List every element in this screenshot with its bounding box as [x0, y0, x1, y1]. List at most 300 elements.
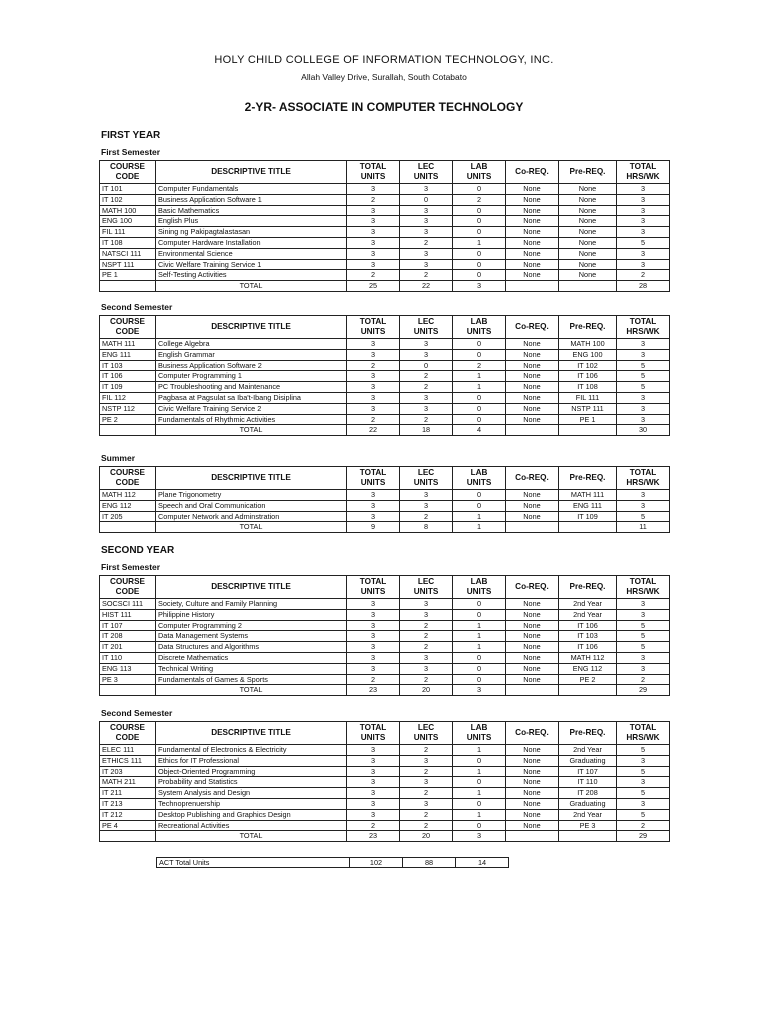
lec-units: 2: [400, 270, 453, 281]
lec-units: 2: [400, 820, 453, 831]
header-lab-units: LAB UNITS: [453, 576, 506, 599]
course-code: PE 4: [100, 820, 156, 831]
course-code: NSPT 111: [100, 259, 156, 270]
course-row: [100, 663, 670, 674]
prereq: PE 3: [559, 820, 617, 831]
prereq: None: [559, 248, 617, 259]
header-prereq: Pre-REQ.: [559, 722, 617, 745]
course-code: MATH 111: [100, 339, 156, 350]
year-heading-second: SECOND YEAR: [101, 545, 175, 556]
prereq: IT 110: [559, 777, 617, 788]
grand-total-units: 102: [350, 858, 403, 868]
hrs-per-week: 3: [617, 777, 670, 788]
coreq: None: [506, 382, 559, 393]
prereq: IT 103: [559, 631, 617, 642]
header-lab-units: LAB UNITS: [453, 722, 506, 745]
total-units: 3: [347, 620, 400, 631]
header-total-units: TOTAL UNITS: [347, 576, 400, 599]
coreq: None: [506, 788, 559, 799]
coreq: None: [506, 631, 559, 642]
coreq: None: [506, 194, 559, 205]
course-code: ENG 100: [100, 216, 156, 227]
hrs-per-week: 5: [617, 745, 670, 756]
course-row: [100, 511, 670, 522]
course-code: IT 211: [100, 788, 156, 799]
lec-units: 3: [400, 500, 453, 511]
lec-units: 3: [400, 227, 453, 238]
hrs-per-week: 3: [617, 490, 670, 501]
hrs-per-week: 3: [617, 798, 670, 809]
coreq: None: [506, 490, 559, 501]
prereq: FIL 111: [559, 392, 617, 403]
hrs-per-week: 3: [617, 205, 670, 216]
course-row: [100, 227, 670, 238]
coreq: None: [506, 339, 559, 350]
course-row: [100, 809, 670, 820]
coreq: None: [506, 599, 559, 610]
grand-total-lec: 88: [403, 858, 456, 868]
coreq: None: [506, 674, 559, 685]
table-header-row: [100, 161, 670, 184]
course-row: [100, 609, 670, 620]
lab-units: 1: [453, 788, 506, 799]
prereq: None: [559, 216, 617, 227]
lec-units: 2: [400, 237, 453, 248]
course-code: SOCSCI 111: [100, 599, 156, 610]
lab-units: 0: [453, 490, 506, 501]
prereq: IT 107: [559, 766, 617, 777]
total-units: 3: [347, 631, 400, 642]
course-row: [100, 620, 670, 631]
coreq: None: [506, 259, 559, 270]
course-row: [100, 490, 670, 501]
course-code: MATH 211: [100, 777, 156, 788]
prereq: IT 102: [559, 360, 617, 371]
course-code: ENG 111: [100, 349, 156, 360]
hrs-per-week: 5: [617, 371, 670, 382]
lab-units: 0: [453, 259, 506, 270]
header-total-hrs: TOTAL HRS/WK: [617, 316, 670, 339]
course-code: IT 106: [100, 371, 156, 382]
coreq: None: [506, 205, 559, 216]
course-title: Fundamental of Electronics & Electricity: [156, 745, 347, 756]
hrs-per-week: 5: [617, 642, 670, 653]
header-total-hrs: TOTAL HRS/WK: [617, 722, 670, 745]
lec-units: 2: [400, 620, 453, 631]
header-lec-units: LEC UNITS: [400, 722, 453, 745]
course-code: NATSCI 111: [100, 248, 156, 259]
hrs-per-week: 5: [617, 382, 670, 393]
coreq: None: [506, 227, 559, 238]
lab-units: 0: [453, 184, 506, 195]
semester-heading: Summer: [101, 453, 136, 463]
lec-units: 3: [400, 403, 453, 414]
total-coreq: [506, 425, 559, 436]
total-hrs: 30: [617, 425, 670, 436]
header-course-code: COURSE CODE: [100, 161, 156, 184]
lec-units: 2: [400, 788, 453, 799]
header-coreq: Co-REQ.: [506, 467, 559, 490]
prereq: None: [559, 270, 617, 281]
total-row: [100, 281, 670, 292]
lec-units: 2: [400, 631, 453, 642]
header-descriptive-title: DESCRIPTIVE TITLE: [156, 161, 347, 184]
lab-units: 0: [453, 403, 506, 414]
course-row: [100, 414, 670, 425]
prereq: IT 106: [559, 642, 617, 653]
header-total-hrs: TOTAL HRS/WK: [617, 576, 670, 599]
total-blank: [100, 522, 156, 533]
lab-units: 0: [453, 674, 506, 685]
total-hrs: 29: [617, 685, 670, 696]
course-title: Ethics for IT Professional: [156, 755, 347, 766]
prereq: MATH 100: [559, 339, 617, 350]
header-prereq: Pre-REQ.: [559, 316, 617, 339]
hrs-per-week: 3: [617, 403, 670, 414]
course-title: Business Application Software 1: [156, 194, 347, 205]
lab-units: 2: [453, 194, 506, 205]
course-row: [100, 745, 670, 756]
hrs-per-week: 3: [617, 500, 670, 511]
table-header-row: [100, 576, 670, 599]
total-prereq: [559, 425, 617, 436]
total-units: 3: [347, 788, 400, 799]
course-code: IT 213: [100, 798, 156, 809]
hrs-per-week: 2: [617, 820, 670, 831]
lec-units: 3: [400, 259, 453, 270]
total-units: 3: [347, 777, 400, 788]
total-row: [100, 685, 670, 696]
prereq: IT 106: [559, 620, 617, 631]
lec-units: 3: [400, 392, 453, 403]
total-coreq: [506, 281, 559, 292]
lec-units: 3: [400, 216, 453, 227]
total-coreq: [506, 831, 559, 842]
hrs-per-week: 3: [617, 349, 670, 360]
lab-units: 0: [453, 414, 506, 425]
course-title: Object-Oriented Programming: [156, 766, 347, 777]
header-descriptive-title: DESCRIPTIVE TITLE: [156, 722, 347, 745]
hrs-per-week: 5: [617, 631, 670, 642]
header-coreq: Co-REQ.: [506, 161, 559, 184]
coreq: None: [506, 500, 559, 511]
total-row: [100, 831, 670, 842]
hrs-per-week: 5: [617, 237, 670, 248]
course-row: [100, 642, 670, 653]
course-row: [100, 184, 670, 195]
grand-total-table: [156, 857, 509, 868]
total-label: TOTAL: [156, 685, 347, 696]
total-prereq: [559, 281, 617, 292]
coreq: None: [506, 609, 559, 620]
course-title: Self-Testing Activities: [156, 270, 347, 281]
course-code: MATH 112: [100, 490, 156, 501]
hrs-per-week: 2: [617, 674, 670, 685]
lec-units: 3: [400, 777, 453, 788]
coreq: None: [506, 371, 559, 382]
course-row: [100, 820, 670, 831]
coreq: None: [506, 184, 559, 195]
prereq: 2nd Year: [559, 599, 617, 610]
header-course-code: COURSE CODE: [100, 316, 156, 339]
prereq: PE 2: [559, 674, 617, 685]
prereq: MATH 112: [559, 652, 617, 663]
course-title: Pagbasa at Pagsulat sa Iba't-Ibang Disiplina: [156, 392, 347, 403]
course-row: [100, 798, 670, 809]
course-row: [100, 237, 670, 248]
header-lec-units: LEC UNITS: [400, 576, 453, 599]
lec-units: 2: [400, 511, 453, 522]
total-coreq: [506, 522, 559, 533]
course-code: HIST 111: [100, 609, 156, 620]
course-row: [100, 631, 670, 642]
course-row: [100, 599, 670, 610]
course-title: Fundamentals of Rhythmic Activities: [156, 414, 347, 425]
course-title: Environmental Science: [156, 248, 347, 259]
coreq: None: [506, 620, 559, 631]
header-coreq: Co-REQ.: [506, 722, 559, 745]
course-code: PE 3: [100, 674, 156, 685]
table-header-row: [100, 467, 670, 490]
lab-units: 1: [453, 620, 506, 631]
hrs-per-week: 3: [617, 652, 670, 663]
program-title: 2-YR- ASSOCIATE IN COMPUTER TECHNOLOGY: [244, 100, 524, 114]
prereq: None: [559, 259, 617, 270]
header-total-hrs: TOTAL HRS/WK: [617, 467, 670, 490]
total-lab: 1: [453, 522, 506, 533]
lec-units: 3: [400, 609, 453, 620]
lec-units: 3: [400, 184, 453, 195]
lec-units: 3: [400, 248, 453, 259]
course-row: [100, 788, 670, 799]
course-title: PC Troubleshooting and Maintenance: [156, 382, 347, 393]
lec-units: 0: [400, 194, 453, 205]
total-lec: 20: [400, 685, 453, 696]
total-units: 3: [347, 490, 400, 501]
course-code: ENG 113: [100, 663, 156, 674]
course-code: NSTP 112: [100, 403, 156, 414]
lab-units: 1: [453, 809, 506, 820]
course-row: [100, 371, 670, 382]
course-title: Technoprenuership: [156, 798, 347, 809]
course-row: [100, 777, 670, 788]
course-title: Fundamentals of Games & Sports: [156, 674, 347, 685]
coreq: None: [506, 820, 559, 831]
total-label: TOTAL: [156, 831, 347, 842]
course-title: English Plus: [156, 216, 347, 227]
prereq: 2nd Year: [559, 609, 617, 620]
school-name: HOLY CHILD COLLEGE OF INFORMATION TECHNOLOGY, INC.: [214, 54, 554, 66]
course-title: Philippine History: [156, 609, 347, 620]
header-prereq: Pre-REQ.: [559, 467, 617, 490]
course-code: PE 1: [100, 270, 156, 281]
total-units: 22: [347, 425, 400, 436]
total-lec: 18: [400, 425, 453, 436]
lec-units: 3: [400, 652, 453, 663]
course-row: [100, 194, 670, 205]
coreq: None: [506, 237, 559, 248]
total-label: TOTAL: [156, 281, 347, 292]
course-row: [100, 674, 670, 685]
total-units: 3: [347, 663, 400, 674]
course-title: Data Structures and Algorithms: [156, 642, 347, 653]
total-units: 3: [347, 349, 400, 360]
total-units: 23: [347, 831, 400, 842]
total-prereq: [559, 522, 617, 533]
total-units: 3: [347, 511, 400, 522]
lec-units: 2: [400, 674, 453, 685]
lec-units: 3: [400, 349, 453, 360]
semester-heading: First Semester: [101, 147, 161, 157]
lec-units: 2: [400, 414, 453, 425]
course-code: IT 101: [100, 184, 156, 195]
lec-units: 3: [400, 205, 453, 216]
total-lab: 3: [453, 685, 506, 696]
lab-units: 0: [453, 652, 506, 663]
course-code: IT 107: [100, 620, 156, 631]
lab-units: 0: [453, 216, 506, 227]
total-lec: 22: [400, 281, 453, 292]
header-descriptive-title: DESCRIPTIVE TITLE: [156, 316, 347, 339]
total-row: [100, 522, 670, 533]
hrs-per-week: 3: [617, 599, 670, 610]
course-row: [100, 216, 670, 227]
course-title: Civic Welfare Training Service 1: [156, 259, 347, 270]
hrs-per-week: 3: [617, 259, 670, 270]
hrs-per-week: 3: [617, 216, 670, 227]
course-code: IT 108: [100, 237, 156, 248]
course-row: [100, 349, 670, 360]
table-header-row: [100, 722, 670, 745]
hrs-per-week: 3: [617, 184, 670, 195]
hrs-per-week: 3: [617, 392, 670, 403]
total-hrs: 11: [617, 522, 670, 533]
lec-units: 2: [400, 809, 453, 820]
prereq: None: [559, 205, 617, 216]
course-title: Society, Culture and Family Planning: [156, 599, 347, 610]
total-label: TOTAL: [156, 425, 347, 436]
header-course-code: COURSE CODE: [100, 722, 156, 745]
hrs-per-week: 3: [617, 755, 670, 766]
total-units: 3: [347, 339, 400, 350]
lab-units: 1: [453, 766, 506, 777]
total-units: 2: [347, 194, 400, 205]
total-units: 3: [347, 216, 400, 227]
course-row: [100, 360, 670, 371]
total-lab: 3: [453, 831, 506, 842]
coreq: None: [506, 745, 559, 756]
hrs-per-week: 5: [617, 766, 670, 777]
course-title: Recreational Activities: [156, 820, 347, 831]
coreq: None: [506, 392, 559, 403]
coreq: None: [506, 360, 559, 371]
prereq: 2nd Year: [559, 745, 617, 756]
total-units: 3: [347, 259, 400, 270]
coreq: None: [506, 642, 559, 653]
coreq: None: [506, 403, 559, 414]
total-blank: [100, 281, 156, 292]
coreq: None: [506, 349, 559, 360]
hrs-per-week: 5: [617, 809, 670, 820]
grand-total-lab: 14: [456, 858, 509, 868]
grand-total-label: ACT Total Units: [157, 858, 350, 868]
header-total-hrs: TOTAL HRS/WK: [617, 161, 670, 184]
total-units: 2: [347, 674, 400, 685]
total-units: 25: [347, 281, 400, 292]
lab-units: 1: [453, 745, 506, 756]
prereq: None: [559, 184, 617, 195]
curriculum-table: [99, 721, 670, 842]
total-units: 3: [347, 652, 400, 663]
total-units: 3: [347, 766, 400, 777]
course-title: Data Management Systems: [156, 631, 347, 642]
total-units: 23: [347, 685, 400, 696]
table-header-row: [100, 316, 670, 339]
course-title: Computer Hardware Installation: [156, 237, 347, 248]
prereq: None: [559, 227, 617, 238]
total-units: 3: [347, 798, 400, 809]
course-code: IT 203: [100, 766, 156, 777]
coreq: None: [506, 511, 559, 522]
course-title: Computer Network and Adminstration: [156, 511, 347, 522]
hrs-per-week: 5: [617, 788, 670, 799]
lec-units: 3: [400, 755, 453, 766]
lab-units: 0: [453, 820, 506, 831]
course-row: [100, 339, 670, 350]
lab-units: 0: [453, 205, 506, 216]
lab-units: 0: [453, 227, 506, 238]
course-code: IT 110: [100, 652, 156, 663]
course-title: College Algebra: [156, 339, 347, 350]
course-title: English Grammar: [156, 349, 347, 360]
course-code: FIL 111: [100, 227, 156, 238]
total-units: 2: [347, 414, 400, 425]
course-code: IT 208: [100, 631, 156, 642]
lec-units: 3: [400, 599, 453, 610]
total-units: 3: [347, 609, 400, 620]
course-code: ELEC 111: [100, 745, 156, 756]
lec-units: 3: [400, 798, 453, 809]
coreq: None: [506, 755, 559, 766]
coreq: None: [506, 216, 559, 227]
total-units: 3: [347, 755, 400, 766]
header-descriptive-title: DESCRIPTIVE TITLE: [156, 467, 347, 490]
prereq: None: [559, 194, 617, 205]
total-units: 3: [347, 227, 400, 238]
total-units: 3: [347, 745, 400, 756]
hrs-per-week: 2: [617, 270, 670, 281]
total-units: 3: [347, 809, 400, 820]
prereq: Graduating: [559, 798, 617, 809]
course-code: IT 201: [100, 642, 156, 653]
header-lec-units: LEC UNITS: [400, 467, 453, 490]
total-row: [100, 425, 670, 436]
lec-units: 0: [400, 360, 453, 371]
lab-units: 1: [453, 631, 506, 642]
prereq: ENG 112: [559, 663, 617, 674]
course-row: [100, 382, 670, 393]
header-lab-units: LAB UNITS: [453, 467, 506, 490]
hrs-per-week: 3: [617, 414, 670, 425]
total-blank: [100, 425, 156, 436]
total-units: 2: [347, 270, 400, 281]
course-row: [100, 392, 670, 403]
hrs-per-week: 3: [617, 248, 670, 259]
lab-units: 0: [453, 349, 506, 360]
hrs-per-week: 5: [617, 511, 670, 522]
course-code: IT 109: [100, 382, 156, 393]
semester-heading: Second Semester: [101, 302, 173, 312]
